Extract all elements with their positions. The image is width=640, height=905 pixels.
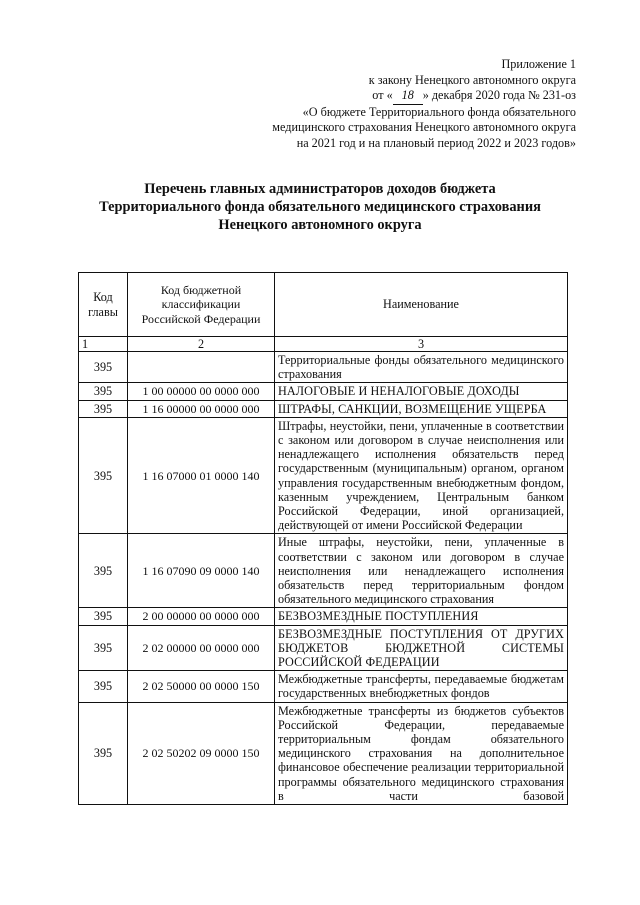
table-row [79, 383, 568, 400]
row-budget-code: 1 16 07090 09 0000 140 [128, 534, 275, 608]
header-name: Наименование [275, 273, 568, 337]
row-chapter-code: 395 [79, 383, 128, 400]
row-budget-code: 1 00 00000 00 0000 000 [128, 383, 275, 400]
row-chapter-code: 395 [79, 534, 128, 608]
document-title [0, 181, 640, 234]
row-name: ШТРАФЫ, САНКЦИИ, ВОЗМЕЩЕНИЕ УЩЕРБА [275, 400, 568, 417]
column-number-2: 2 [128, 337, 275, 352]
row-chapter-code: 395 [79, 417, 128, 534]
table-row [79, 625, 568, 671]
table-row [79, 608, 568, 625]
row-name: Межбюджетные трансферты из бюджетов субъектов Российской Федерации, передаваемые территориальным фондам обязательного медицинского страхования на дополнительное финансовое обеспечение реализации территориальной программы обязательного медицинского страхования в части базовой [275, 702, 568, 804]
header-chapter-code: Код главы [79, 273, 128, 337]
row-chapter-code: 395 [79, 702, 128, 804]
appendix-date-suffix: » декабря 2020 года № 231-оз [422, 88, 576, 103]
table-row [79, 702, 568, 804]
table-row [79, 534, 568, 608]
appendix-line-1: Приложение 1 [501, 57, 576, 71]
row-budget-code: 1 16 00000 00 0000 000 [128, 400, 275, 417]
row-name: БЕЗВОЗМЕЗДНЫЕ ПОСТУПЛЕНИЯ [275, 608, 568, 625]
appendix-line-3 [156, 88, 576, 105]
row-budget-code: 2 02 50000 00 0000 150 [128, 671, 275, 702]
title-line-2: Территориального фонда обязательного медицинского страхования [99, 198, 541, 215]
row-budget-code [128, 352, 275, 383]
table-row [79, 417, 568, 534]
row-name: Межбюджетные трансферты, передаваемые бюджетам государственных внебюджетных фондов [275, 671, 568, 702]
row-chapter-code: 395 [79, 671, 128, 702]
appendix-line-4: «О бюджете Территориального фонда обязательного [302, 104, 576, 119]
row-chapter-code: 395 [79, 400, 128, 417]
appendix-line-2: к закону Ненецкого автономного округа [368, 72, 576, 87]
table-row [79, 352, 568, 383]
appendix-date-day: 18 [393, 88, 423, 105]
row-name: БЕЗВОЗМЕЗДНЫЕ ПОСТУПЛЕНИЯ ОТ ДРУГИХ БЮДЖЕТОВ БЮДЖЕТНОЙ СИСТЕМЫ РОССИЙСКОЙ ФЕДЕРАЦИИ [275, 625, 568, 671]
title-line-1: Перечень главных администраторов доходов бюджета [144, 181, 496, 197]
row-budget-code: 2 00 00000 00 0000 000 [128, 608, 275, 625]
header-budget-code: Код бюджетной классификации Российской Федерации [128, 273, 275, 337]
row-budget-code: 1 16 07000 01 0000 140 [128, 417, 275, 534]
row-budget-code: 2 02 50202 09 0000 150 [128, 702, 275, 804]
column-number-3: 3 [275, 337, 568, 352]
table-number-row [79, 337, 568, 352]
table-row [79, 400, 568, 417]
column-number-1: 1 [79, 337, 128, 352]
row-chapter-code: 395 [79, 608, 128, 625]
row-name: Штрафы, неустойки, пени, уплаченные в соответствии с законом или договором в случае неисполнения или ненадлежащего исполнения обязательств перед государственным (муниципальным) органом, органом управления государственным внебюджетным фондом, казенным учреждением, Центральным банком Российской Федерации, иной организацией, действующей от имени Российской Федерации [275, 417, 568, 534]
row-budget-code: 2 02 00000 00 0000 000 [128, 625, 275, 671]
appendix-date-prefix: от « [372, 88, 393, 103]
table-row [79, 671, 568, 702]
appendix-block [156, 57, 576, 152]
row-name: Иные штрафы, неустойки, пени, уплаченные в соответствии с законом или договором в случае неисполнения или ненадлежащего исполнения обязательств перед территориальным фондом обязательного медицинского страхования [275, 534, 568, 608]
appendix-line-5: медицинского страхования Ненецкого автономного округа [272, 120, 576, 135]
row-chapter-code: 395 [79, 352, 128, 383]
appendix-line-6: на 2021 год и на плановый период 2022 и 2023 годов» [296, 135, 576, 150]
title-line-3: Ненецкого автономного округа [218, 216, 422, 233]
row-name: Территориальные фонды обязательного медицинского страхования [275, 352, 568, 383]
administrators-table [78, 272, 568, 805]
row-name: НАЛОГОВЫЕ И НЕНАЛОГОВЫЕ ДОХОДЫ [275, 383, 568, 400]
row-chapter-code: 395 [79, 625, 128, 671]
table-header-row [79, 273, 568, 337]
